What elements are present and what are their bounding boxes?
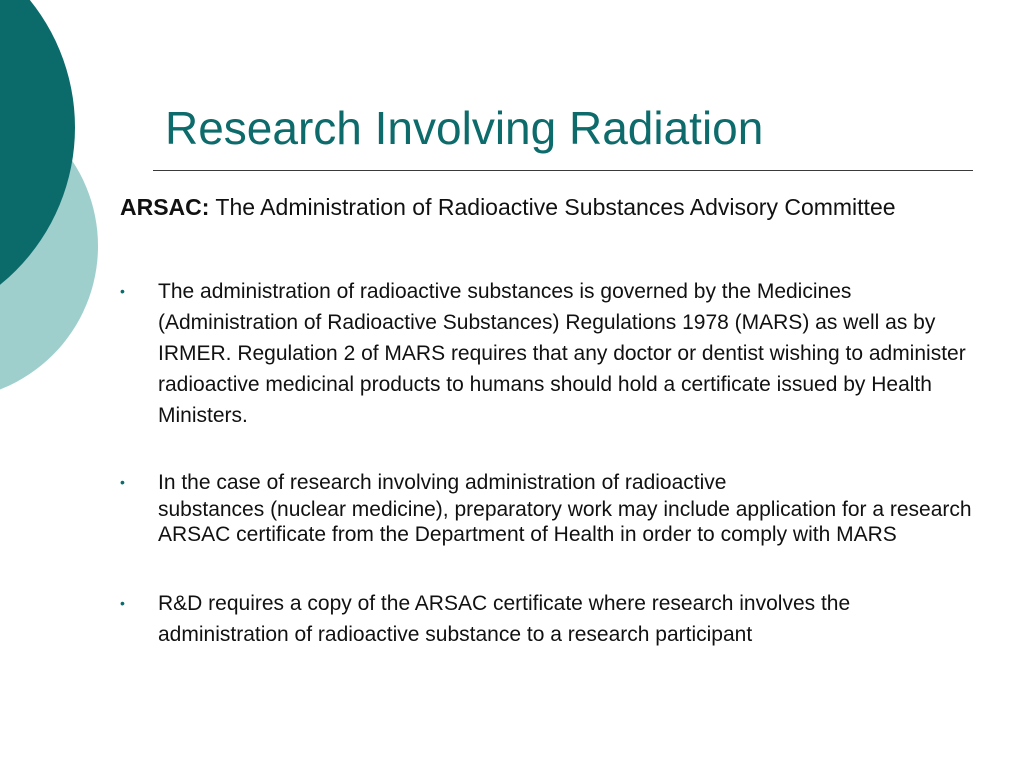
- subtitle-definition: The Administration of Radioactive Substances Advisory Committee: [209, 194, 896, 220]
- bullet-text-line1: In the case of research involving administration of radioactive: [158, 471, 727, 494]
- bullet-icon: •: [120, 595, 125, 611]
- bullet-text: R&D requires a copy of the ARSAC certificate where research involves the administration of radioactive substance to a research participant: [158, 592, 851, 646]
- bullet-text: [158, 467, 980, 547]
- title-divider: [153, 170, 973, 171]
- list-item: [120, 588, 980, 650]
- slide-title: Research Involving Radiation: [165, 102, 764, 154]
- bullet-icon: •: [120, 474, 125, 490]
- bullet-list: [120, 276, 980, 650]
- list-item: [120, 467, 980, 547]
- bullet-text: The administration of radioactive substances is governed by the Medicines (Administration of Radioactive Substances) Regulations 1978 (MARS) as well as by IRMER. Regulation 2 of MARS requires that any doctor or dentist wishing to administer radioactive medicinal products to humans should hold a certificate issued by Health Ministers.: [158, 280, 966, 427]
- subtitle-term: ARSAC:: [120, 194, 210, 220]
- bullet-text-rest: substances (nuclear medicine), preparatory work may include application for a research ARSAC certificate from the Department of Health in order to comply with MARS: [158, 498, 972, 546]
- list-item: [120, 276, 980, 431]
- slide-subtitle: [120, 193, 980, 221]
- bullet-icon: •: [120, 283, 125, 299]
